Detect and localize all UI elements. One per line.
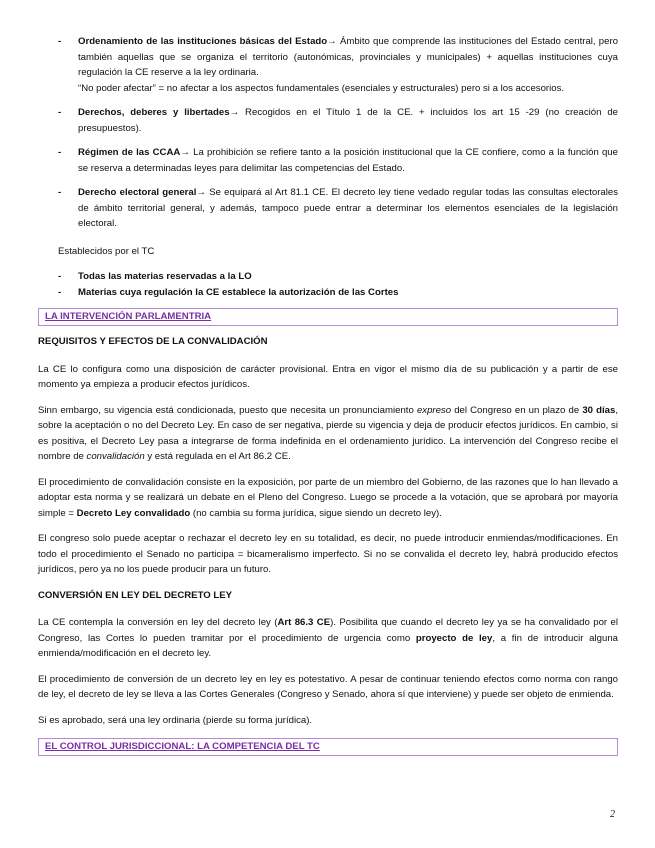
text-run: El procedimiento de convalidación consiste en la exposición, por parte de un miembro del Gobierno, de las razones que lo han llevado a adoptar esta norma y se realizará un debate en el Pleno del Congreso. Luego se procede a la votación, que se aprobará por mayoría simple = bbox=[38, 476, 618, 519]
bullet-title: Todas las materias reservadas a la LO bbox=[78, 271, 252, 282]
arrow-icon: → bbox=[180, 147, 190, 158]
list-item bbox=[38, 105, 618, 136]
document-page bbox=[38, 34, 618, 762]
arrow-icon: → bbox=[229, 107, 240, 118]
text-run-italic: convalidación bbox=[86, 451, 145, 462]
list-item bbox=[38, 185, 618, 232]
bullet-list-materias bbox=[38, 34, 618, 232]
text-run: ). Posibilita que cuando el decreto ley ya se ha convalidado por el Congreso, las Cortes lo pueden tramitar por el procedimiento de urgencia como bbox=[38, 617, 618, 644]
bullet-text: Recogidos en el Título 1 de la CE. + incluidos los art 15 -29 (no creación de presupuestos). bbox=[78, 107, 618, 134]
paragraph: El congreso solo puede aceptar o rechazar el decreto ley en su totalidad, es decir, no puede introducir enmiendas/modificaciones. En todo el procedimiento el Senado no participa = bicameralismo imperfecto. Si no se convalida el decreto ley, habrá producido efectos jurídicos, pero ya no los puede producir para un futuro. bbox=[38, 533, 618, 575]
text-run: y está regulada en el Art 86.2 CE. bbox=[144, 451, 291, 462]
bullet-title: Derechos, deberes y libertades bbox=[78, 107, 230, 118]
bullet-note: “No poder afectar” = no afectar a los aspectos fundamentales (esenciales y estructurales) pero si a los accesorios. bbox=[78, 82, 565, 94]
list-item bbox=[38, 285, 618, 301]
list-item bbox=[38, 145, 618, 176]
paragraph bbox=[38, 475, 618, 522]
subheading-convalidacion: REQUISITOS Y EFECTOS DE LA CONVALIDACIÓN bbox=[38, 336, 268, 347]
text-run-bold: proyecto de ley bbox=[415, 632, 493, 644]
list-item bbox=[38, 269, 618, 285]
bullet-title: Régimen de las CCAA bbox=[78, 147, 181, 158]
arrow-icon: → bbox=[327, 36, 337, 47]
bullet-text: La prohibición se refiere tanto a la posición institucional que la CE confiere, como a la función que se reserva a determinadas leyes para delimitar las competencias del Estado. bbox=[78, 147, 618, 174]
text-run: , a fin de introducir alguna enmienda/modificación en el decreto ley. bbox=[38, 632, 618, 659]
bullet-text: Se equipará al Art 81.1 CE. El decreto ley tiene vedado regular todas las consultas electorales de ámbito territorial general, y además, tampoco puede entrar a determinar los elementos esenciales de la legislación electoral. bbox=[78, 187, 618, 229]
text-run: (no cambia su forma jurídica, sigue siendo un decreto ley). bbox=[190, 507, 442, 519]
text-run-bold: Art 86.3 CE bbox=[277, 617, 331, 628]
bullet-title: Ordenamiento de las instituciones básicas del Estado bbox=[78, 36, 328, 47]
bullet-list-tc bbox=[38, 269, 618, 300]
paragraph bbox=[38, 403, 618, 465]
bullet-title: Materias cuya regulación la CE establece la autorización de las Cortes bbox=[78, 286, 399, 298]
text-run-italic: expreso bbox=[416, 404, 452, 416]
bullet-title: Derecho electoral general bbox=[78, 187, 197, 198]
text-run: La CE contempla la conversión en ley del decreto ley ( bbox=[38, 617, 278, 628]
text-run: Sinn embargo, su vigencia está condicionada, puesto que necesita un pronunciamiento bbox=[38, 404, 417, 416]
paragraph: El procedimiento de conversión de un decreto ley en ley es potestativo. A pesar de continuar teniendo efectos como norma con rango de ley, el decreto de ley se lleva a las Cortes Generales (Congreso y Senado, ahora sí que interviene) y puede ser objeto de enmienda. bbox=[38, 673, 618, 700]
paragraph: Si es aprobado, será una ley ordinaria (pierde su forma jurídica). bbox=[38, 714, 313, 726]
arrow-icon: → bbox=[196, 187, 207, 198]
text-run: , sobre la aceptación o no del Decreto Ley. En caso de ser negativa, pierde su vigencia y deja de producir efectos jurídicos. En cambio, si es positiva, el Decreto Ley pasa a integrarse de forma indefinida en el ordenamiento jurídico. La intervención del Congreso recibe el nombre de bbox=[38, 404, 618, 462]
text-run: del Congreso en un plazo de bbox=[451, 404, 583, 416]
section-heading-intervencion: LA INTERVENCIÓN PARLAMENTRIA bbox=[38, 308, 618, 326]
paragraph bbox=[38, 615, 618, 662]
paragraph: La CE lo configura como una disposición de carácter provisional. Entra en vigor el mismo día de su publicación y a partir de ese momento ya empieza a producir efectos jurídicos. bbox=[38, 363, 618, 390]
established-label: Establecidos por el TC bbox=[58, 245, 155, 257]
page-number: 2 bbox=[610, 808, 615, 820]
text-run-bold: Decreto Ley convalidado bbox=[76, 507, 191, 519]
text-run-bold: 30 días bbox=[582, 404, 616, 416]
section-heading-control-jurisdiccional: EL CONTROL JURISDICCIONAL: LA COMPETENCIA DEL TC bbox=[38, 738, 618, 756]
bullet-text: Ámbito que comprende las instituciones del Estado central, pero también aquellas que se organiza el territorio (autonómicas, provinciales y municipales) + aquellas instituciones cuya regulación la CE reserve a la ley ordinaria. bbox=[78, 36, 619, 78]
subheading-conversion: CONVERSIÓN EN LEY DEL DECRETO LEY bbox=[38, 589, 233, 601]
list-item bbox=[38, 34, 618, 96]
